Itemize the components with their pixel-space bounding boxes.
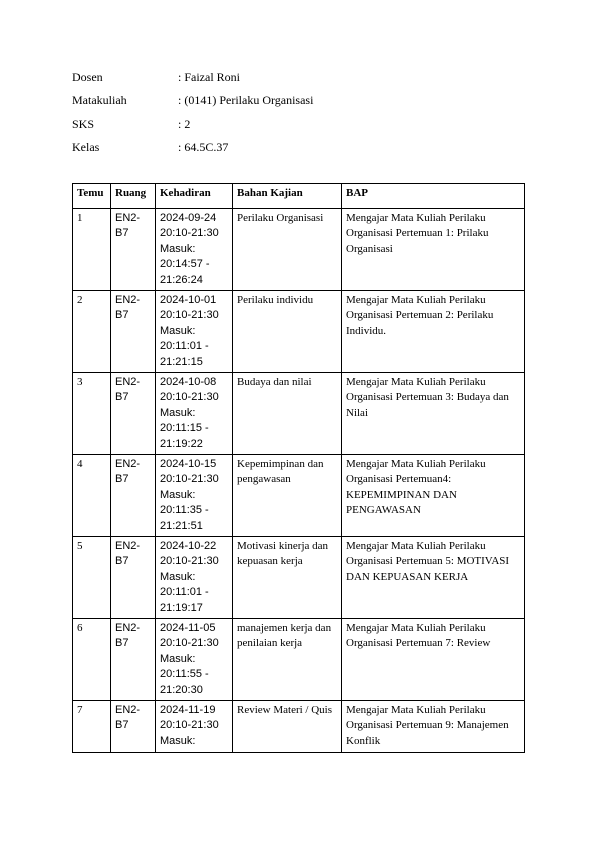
kehadiran-label: Masuk: xyxy=(160,406,196,419)
kehadiran-date: 2024-10-08 xyxy=(160,376,217,388)
cell-kehadiran xyxy=(156,291,233,373)
kehadiran-schedule: 20:10-21:30 xyxy=(160,391,219,404)
cell-bap: Mengajar Mata Kuliah Perilaku Organisasi Pertemuan 1: Prilaku Organisasi xyxy=(342,209,525,291)
cell-ruang: EN2-B7 xyxy=(111,701,156,753)
cell-temu: 6 xyxy=(73,619,111,701)
cell-ruang: EN2-B7 xyxy=(111,209,156,291)
kehadiran-label: Masuk: xyxy=(160,488,196,501)
info-value: : 2 xyxy=(178,116,191,131)
kehadiran-label: Masuk: xyxy=(160,242,196,255)
kehadiran-in: 20:11:55 - xyxy=(160,668,209,681)
info-row-kelas xyxy=(72,140,532,163)
kehadiran-out: 21:19:22 xyxy=(160,437,203,450)
kehadiran-date: 2024-10-22 xyxy=(160,540,217,552)
cell-temu: 7 xyxy=(73,701,111,753)
kehadiran-label: Masuk: xyxy=(160,652,196,665)
kehadiran-in: 20:11:15 - xyxy=(160,422,209,435)
table-row xyxy=(73,209,525,291)
kehadiran-date: 2024-09-24 xyxy=(160,212,217,224)
cell-bahan-kajian: manajemen kerja dan penilaian kerja xyxy=(233,619,342,701)
kehadiran-out: 21:21:51 xyxy=(160,519,203,532)
table-row xyxy=(73,373,525,455)
header-temu: Temu xyxy=(73,184,111,209)
cell-ruang: EN2-B7 xyxy=(111,455,156,537)
cell-temu: 5 xyxy=(73,537,111,619)
cell-ruang: EN2-B7 xyxy=(111,619,156,701)
cell-temu: 4 xyxy=(73,455,111,537)
kehadiran-schedule: 20:10-21:30 xyxy=(160,227,219,240)
cell-bap: Mengajar Mata Kuliah Perilaku Organisasi Pertemuan 3: Budaya dan Nilai xyxy=(342,373,525,455)
table-row xyxy=(73,619,525,701)
header-bahan-kajian: Bahan Kajian xyxy=(233,184,342,209)
info-row-sks xyxy=(72,117,532,140)
kehadiran-date: 2024-10-01 xyxy=(160,294,217,306)
cell-bap: Mengajar Mata Kuliah Perilaku Organisasi Pertemuan4: KEPEMIMPINAN DAN PENGAWASAN xyxy=(342,455,525,537)
kehadiran-out: 21:20:30 xyxy=(160,683,203,696)
kehadiran-out: 21:19:17 xyxy=(160,601,203,614)
kehadiran-schedule: 20:10-21:30 xyxy=(160,309,219,322)
kehadiran-schedule: 20:10-21:30 xyxy=(160,719,219,732)
cell-bahan-kajian: Budaya dan nilai xyxy=(233,373,342,455)
table-header-row xyxy=(73,184,525,209)
kehadiran-out: 21:21:15 xyxy=(160,355,203,368)
cell-ruang: EN2-B7 xyxy=(111,291,156,373)
cell-kehadiran xyxy=(156,209,233,291)
kehadiran-date: 2024-11-19 xyxy=(160,704,216,716)
cell-kehadiran xyxy=(156,619,233,701)
kehadiran-label: Masuk: xyxy=(160,570,196,583)
cell-bahan-kajian: Review Materi / Quis xyxy=(233,701,342,753)
attendance-table xyxy=(72,183,525,753)
cell-bap: Mengajar Mata Kuliah Perilaku Organisasi Pertemuan 2: Perilaku Individu. xyxy=(342,291,525,373)
header-bap: BAP xyxy=(342,184,525,209)
kehadiran-label: Masuk: xyxy=(160,734,196,747)
cell-bap: Mengajar Mata Kuliah Perilaku Organisasi Pertemuan 7: Review xyxy=(342,619,525,701)
cell-temu: 2 xyxy=(73,291,111,373)
cell-ruang: EN2-B7 xyxy=(111,537,156,619)
kehadiran-schedule: 20:10-21:30 xyxy=(160,473,219,486)
info-row-matakuliah xyxy=(72,93,532,116)
cell-bap: Mengajar Mata Kuliah Perilaku Organisasi Pertemuan 9: Manajemen Konflik xyxy=(342,701,525,753)
info-label: Dosen xyxy=(72,70,103,84)
table-row xyxy=(73,537,525,619)
course-info xyxy=(72,70,532,163)
kehadiran-schedule: 20:10-21:30 xyxy=(160,555,219,568)
kehadiran-in: 20:11:01 - xyxy=(160,586,209,599)
kehadiran-date: 2024-10-15 xyxy=(160,458,217,470)
table-row xyxy=(73,455,525,537)
cell-temu: 3 xyxy=(73,373,111,455)
info-value: : Faizal Roni xyxy=(178,70,240,84)
info-value: : (0141) Perilaku Organisasi xyxy=(178,93,314,108)
cell-bahan-kajian: Perilaku Organisasi xyxy=(233,209,342,291)
cell-kehadiran xyxy=(156,455,233,537)
info-value: : 64.5C.37 xyxy=(178,139,229,154)
kehadiran-in: 20:11:01 - xyxy=(160,340,209,353)
cell-bahan-kajian: Kepemimpinan dan pengawasan xyxy=(233,455,342,537)
info-label: SKS xyxy=(72,116,95,131)
cell-temu: 1 xyxy=(73,209,111,291)
header-kehadiran: Kehadiran xyxy=(156,184,233,209)
info-label: Matakuliah xyxy=(72,93,127,108)
cell-kehadiran xyxy=(156,373,233,455)
kehadiran-date: 2024-11-05 xyxy=(160,622,216,634)
cell-bahan-kajian: Motivasi kinerja dan kepuasan kerja xyxy=(233,537,342,619)
table-row xyxy=(73,291,525,373)
kehadiran-in: 20:11:35 - xyxy=(160,504,209,517)
table-row xyxy=(73,701,525,753)
kehadiran-out: 21:26:24 xyxy=(160,273,203,286)
info-label: Kelas xyxy=(72,139,100,154)
cell-ruang: EN2-B7 xyxy=(111,373,156,455)
kehadiran-schedule: 20:10-21:30 xyxy=(160,637,219,650)
header-ruang: Ruang xyxy=(111,184,156,209)
info-row-dosen xyxy=(72,70,532,93)
cell-bap: Mengajar Mata Kuliah Perilaku Organisasi Pertemuan 5: MOTIVASI DAN KEPUASAN KERJA xyxy=(342,537,525,619)
kehadiran-label: Masuk: xyxy=(160,324,196,337)
cell-kehadiran xyxy=(156,537,233,619)
kehadiran-in: 20:14:57 - xyxy=(160,258,210,271)
cell-kehadiran xyxy=(156,701,233,753)
cell-bahan-kajian: Perilaku individu xyxy=(233,291,342,373)
